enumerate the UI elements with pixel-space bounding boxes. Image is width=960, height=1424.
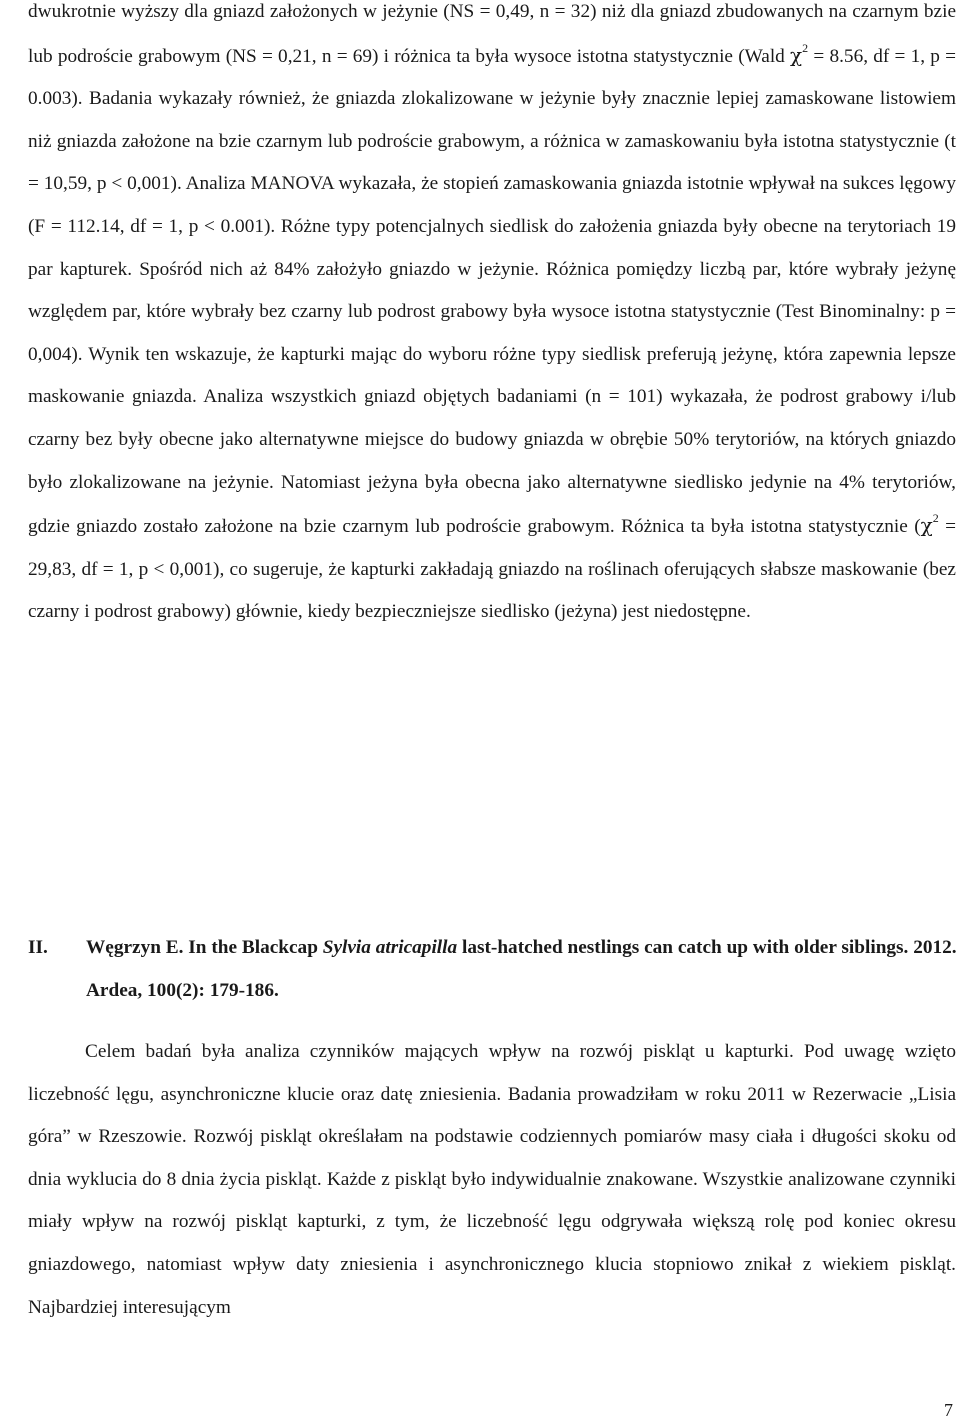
chi-symbol-2: χ — [920, 513, 933, 538]
paragraph-1-text-c: = 29,83, df = 1, p < 0,001), co sugeruje, że kapturki zakładają gniazdo na roślinach oferujących słabsze maskowanie (bez czarny i podrost grabowy) głównie, kiedy bezpieczniejsze siedlisko (jeżyna) jest niedostępne. — [28, 516, 956, 623]
section-title-part-1: Węgrzyn E. In the Blackcap — [86, 937, 323, 958]
body-paragraph-1 — [28, 0, 956, 634]
chi-symbol: χ — [790, 42, 803, 67]
section-title — [86, 927, 958, 1012]
superscript-2: 2 — [802, 40, 809, 55]
paragraph-1-text-b: = 8.56, df = 1, p = 0.003). Badania wykazały również, że gniazda zlokalizowane w jeżynie były znacznie lepiej zamaskowane listowiem niż gniazda założone na bzie czarnym lub podroście grabowym, a różnica w zamaskowaniu była istotna statystycznie (t = 10,59, p < 0,001). Analiza MANOVA wykazała, że stopień zamaskowania gniazda istotnie wpływał na sukces lęgowy (F = 112.14, df = 1, p < 0.001). Różne typy potencjalnych siedlisk do założenia gniazda były obecne na terytoriach 19 par kapturek. Spośród nich aż 84% założyło gniazdo w jeżynie. Różnica pomiędzy liczbą par, które wybrały jeżynę względem par, które wybrały bez czarny lub podrost grabowy była wysoce istotna statystycznie (Test Binominalny: p = 0,004). Wynik ten wskazuje, że kapturki mając do wyboru różne typy siedlisk preferują jeżynę, która zapewnia lepsze maskowanie gniazda. Analiza wszystkich gniazd objętych badaniami (n = 101) wykazała, że podrost grabowy i/lub czarny bez były obecne jako alternatywne miejsce do budowy gniazda w obrębie 50% terytoriów, na których gniazdo było zlokalizowane na jeżynie. Natomiast jeżyna była obecna jako alternatywne siedlisko jedynie na 4% terytoriów, gdzie gniazdo zostało założone na bzie czarnym lub podroście grabowym. Różnica ta była istotna statystycznie ( — [28, 45, 957, 538]
section-title-part-2: last-hatched nestlings can catch up with older siblings. 2012. Ardea, 100(2): 179-186. — [86, 937, 957, 1001]
body-paragraph-2: Celem badań była analiza czynników mających wpływ na rozwój piskląt u kapturki. Pod uwagę wzięto liczebność lęgu, asynchroniczne klucie oraz datę zniesienia. Badania prowadziłam w roku 2011 w Rezerwacie „Lisia góra” w Rzeszowie. Rozwój piskląt określałam na podstawie codziennych pomiarów masy ciała i długości skoku od dnia wyklucia do 8 dnia życia piskląt. Każde z piskląt było indywidualnie znakowane. Wszystkie analizowane czynniki miały wpływ na rozwój piskląt kapturki, z tym, że liczebność lęgu odgrywała większą rolę pod koniec okresu gniazdowego, natomiast wpływ daty zniesienia i asynchronicznego klucia stopniowo znikał z wiekiem piskląt. Najbardziej interesującym — [28, 1041, 956, 1318]
page-number: 7 — [944, 1400, 953, 1420]
superscript-2b: 2 — [932, 511, 939, 526]
section-heading — [28, 927, 958, 1012]
paragraph-1-text-a: dwukrotnie wyższy dla gniazd założonych w jeżynie (NS = 0,49, n = 32) niż dla gniazd zbudowanych na czarnym bzie lub podroście grabowym (NS = 0,21, n = 69) i różnica ta była wysoce istotna statystycznie (Wald — [28, 1, 956, 67]
species-name: Sylvia atricapilla — [322, 937, 458, 958]
section-number: II. — [28, 937, 48, 958]
